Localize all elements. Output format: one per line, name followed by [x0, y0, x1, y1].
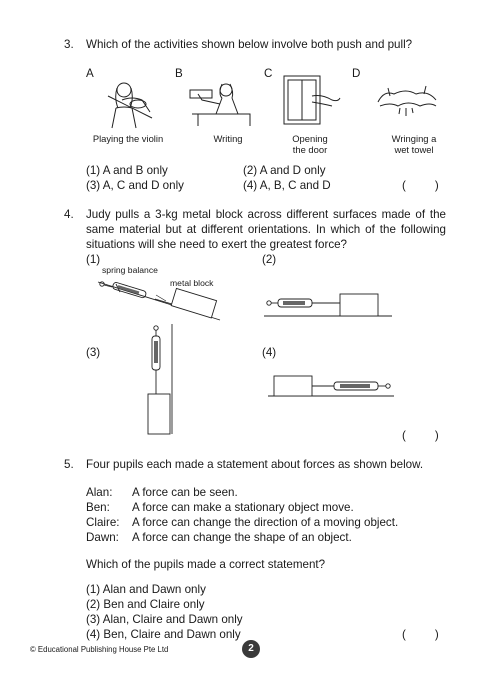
violin-player-illustration — [100, 78, 160, 128]
door-opening-illustration — [282, 72, 342, 128]
inclined-surface-diagram — [98, 276, 222, 326]
q3-caption-a: Playing the violin — [92, 133, 164, 144]
q3-option-1: (1) A and B only — [86, 164, 168, 177]
vertical-surface-diagram — [142, 324, 182, 436]
page-number-badge: 2 — [242, 640, 260, 658]
q3-option-3: (3) A, C and D only — [86, 179, 184, 192]
q5-option-1: (1) Alan and Dawn only — [86, 583, 206, 596]
q3-letter-d: D — [352, 67, 361, 80]
wringing-towel-illustration — [376, 80, 440, 120]
q5-name-ben: Ben: — [86, 501, 110, 514]
spring-balance-label: spring balance — [102, 265, 158, 275]
q4-label-2: (2) — [262, 253, 277, 266]
q4-number: 4. — [64, 208, 74, 221]
writing-person-illustration — [188, 80, 252, 128]
q4-label-1: (1) — [86, 253, 101, 266]
q5-statement-claire: A force can change the direction of a moving object. — [132, 516, 399, 529]
q4-label-4: (4) — [262, 346, 277, 359]
q3-letter-c: C — [264, 67, 273, 80]
q5-name-alan: Alan: — [86, 486, 113, 499]
q4-answer-bracket: ( ) — [402, 429, 439, 442]
q3-option-2: (2) A and D only — [243, 164, 326, 177]
reversed-horizontal-surface-diagram — [268, 374, 396, 404]
q3-number: 3. — [64, 38, 74, 51]
footer-copyright: © Educational Publishing House Pte Ltd — [30, 645, 169, 654]
q3-option-4: (4) A, B, C and D — [243, 179, 331, 192]
q4-question-line-3: situations will she need to exert the greatest force? — [86, 238, 348, 251]
q3-caption-b: Writing — [213, 133, 243, 144]
q5-name-dawn: Dawn: — [86, 531, 119, 544]
q5-option-2: (2) Ben and Claire only — [86, 598, 205, 611]
q5-statement-ben: A force can make a stationary object move. — [132, 501, 354, 514]
q4-label-3: (3) — [86, 346, 101, 359]
q3-letter-b: B — [175, 67, 183, 80]
metal-block-label: metal block — [170, 278, 214, 288]
q3-question: Which of the activities shown below involve both push and pull? — [86, 38, 413, 51]
q4-question-line-1: Judy pulls a 3-kg metal block across different surfaces made of the — [86, 208, 446, 221]
q3-caption-c: Opening the door — [292, 133, 328, 155]
q5-statement-alan: A force can be seen. — [132, 486, 238, 499]
q3-caption-d: Wringing a wet towel — [391, 133, 437, 155]
q5-option-4: (4) Ben, Claire and Dawn only — [86, 628, 241, 641]
q5-statement-dawn: A force can change the shape of an object. — [132, 531, 352, 544]
q5-name-claire: Claire: — [86, 516, 120, 529]
q5-number: 5. — [64, 458, 74, 471]
q3-letter-a: A — [86, 67, 94, 80]
q5-option-3: (3) Alan, Claire and Dawn only — [86, 613, 243, 626]
q4-question-line-2: same material but at different orientations. In which of the following — [86, 223, 446, 236]
q3-answer-bracket: ( ) — [402, 179, 439, 192]
q5-question: Four pupils each made a statement about forces as shown below. — [86, 458, 424, 471]
q5-prompt: Which of the pupils made a correct statement? — [86, 558, 326, 571]
horizontal-surface-diagram — [264, 290, 394, 326]
q5-answer-bracket: ( ) — [402, 628, 439, 641]
